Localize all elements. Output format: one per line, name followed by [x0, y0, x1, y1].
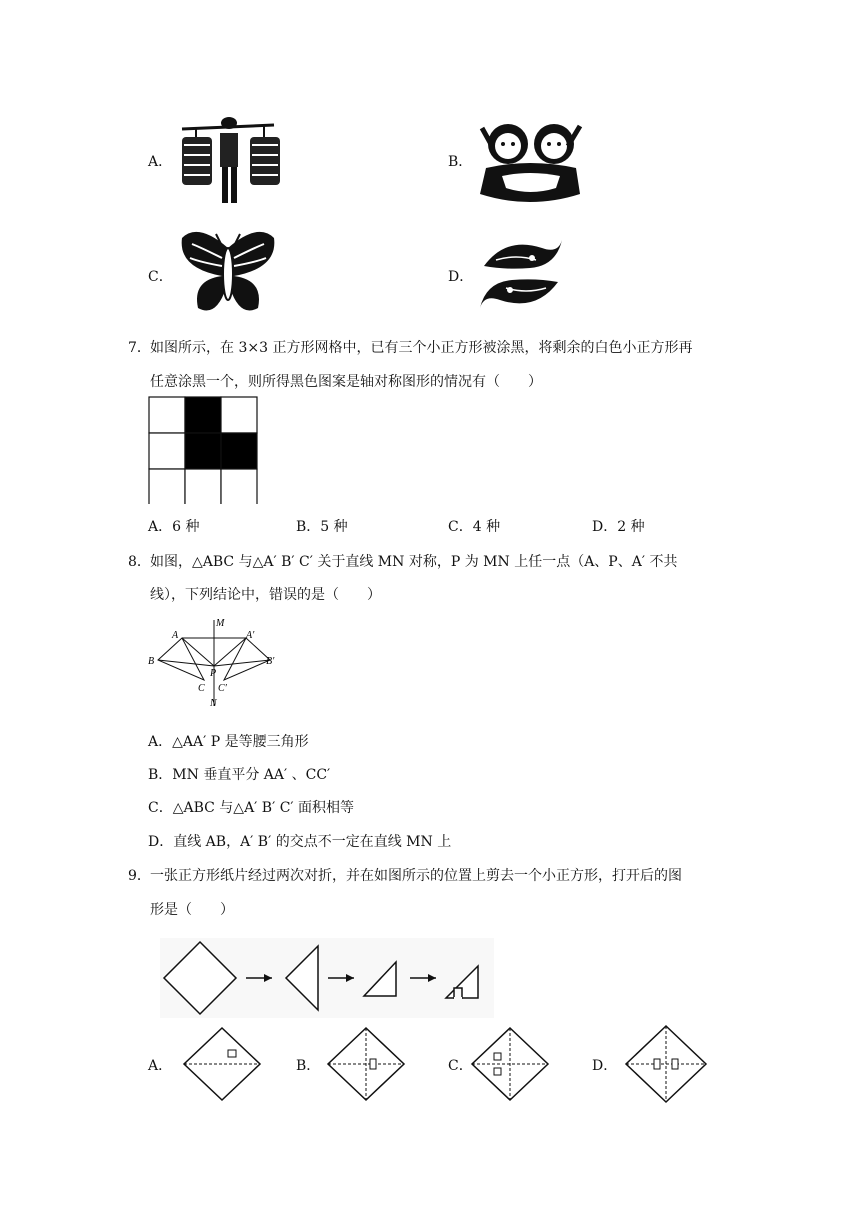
q9-option-d-label[interactable]: D．: [592, 1058, 618, 1074]
grid-cell-black: [221, 433, 257, 469]
q9-option-b-label[interactable]: B．: [296, 1058, 321, 1074]
paper-cut-fish-icon: [476, 230, 566, 318]
grid-cell-black: [185, 433, 221, 469]
question-7-text-line1: 如图所示，在 3×3 正方形网格中，已有三个小正方形被涂黑，将剩余的白色小正方形再: [150, 340, 693, 356]
q7-option-b[interactable]: B．5 种: [296, 519, 348, 535]
q8-symmetry-figure: [146, 616, 286, 710]
q7-option-d[interactable]: D．2 种: [592, 519, 645, 535]
question-7-number: 7．: [128, 340, 151, 356]
q7-grid-figure: [148, 396, 260, 504]
fig8-label-b: B: [148, 656, 155, 667]
q8-option-c[interactable]: C．△ABC 与△A′ B′ C′ 面积相等: [148, 800, 355, 816]
fig8-label-a: A: [172, 630, 179, 641]
q6-option-b-label: B．: [448, 154, 473, 170]
q9-option-b-figure[interactable]: [326, 1026, 406, 1102]
fig8-label-c-prime: C′: [218, 683, 227, 694]
q9-option-c-label[interactable]: C．: [448, 1058, 473, 1074]
grid-cell-black: [185, 397, 221, 433]
fig8-label-b-prime: B′: [266, 656, 275, 667]
paper-cut-children-icon: [472, 118, 588, 210]
q8-option-d[interactable]: D．直线 AB，A′ B′ 的交点不一定在直线 MN 上: [148, 834, 452, 850]
fig8-label-a-prime: A′: [246, 630, 255, 641]
question-9-text-line1: 一张正方形纸片经过两次对折，并在如图所示的位置上剪去一个小正方形，打开后的图: [150, 868, 682, 884]
fig8-label-m: M: [216, 618, 225, 629]
grid-cell-white: [221, 397, 257, 433]
grid-cell-white: [149, 397, 185, 433]
q6-option-a-label: A．: [148, 154, 173, 170]
question-9-text-line2: 形是（ ）: [150, 902, 234, 918]
q6-option-d-label: D．: [448, 269, 474, 285]
q9-option-c-figure[interactable]: [470, 1026, 550, 1102]
q7-option-c[interactable]: C．4 种: [448, 519, 501, 535]
grid-cell-white: [185, 469, 221, 504]
fig8-label-n: N: [210, 698, 217, 709]
q6-option-c-label: C．: [148, 269, 173, 285]
grid-cell-white: [149, 433, 185, 469]
question-8-number: 8．: [128, 554, 151, 570]
question-8-text-line1: 如图，△ABC 与△A′ B′ C′ 关于直线 MN 对称，P 为 MN 上任一点（A、P、A′ 不共: [150, 554, 678, 570]
q9-option-a-figure[interactable]: [182, 1026, 262, 1102]
fig8-label-c: C: [198, 683, 205, 694]
grid-cell-white: [149, 469, 185, 504]
q7-option-a[interactable]: A．6 种: [148, 519, 200, 535]
q9-folding-sequence-figure: [160, 938, 494, 1018]
paper-cut-porter-icon: [176, 115, 280, 211]
grid-cell-white: [221, 469, 257, 504]
q9-option-a-label[interactable]: A．: [148, 1058, 173, 1074]
question-7-text-line2: 任意涂黑一个，则所得黑色图案是轴对称图形的情况有（ ）: [150, 374, 542, 390]
q8-option-a[interactable]: A．△AA′ P 是等腰三角形: [148, 734, 309, 750]
q8-option-b[interactable]: B．MN 垂直平分 AA′ 、CC′: [148, 767, 331, 783]
fig8-label-p: P: [210, 668, 217, 679]
question-8-text-line2: 线），下列结论中，错误的是（ ）: [150, 587, 381, 603]
q9-option-d-figure[interactable]: [624, 1024, 708, 1104]
question-9-number: 9．: [128, 868, 151, 884]
paper-cut-butterfly-icon: [178, 228, 278, 318]
